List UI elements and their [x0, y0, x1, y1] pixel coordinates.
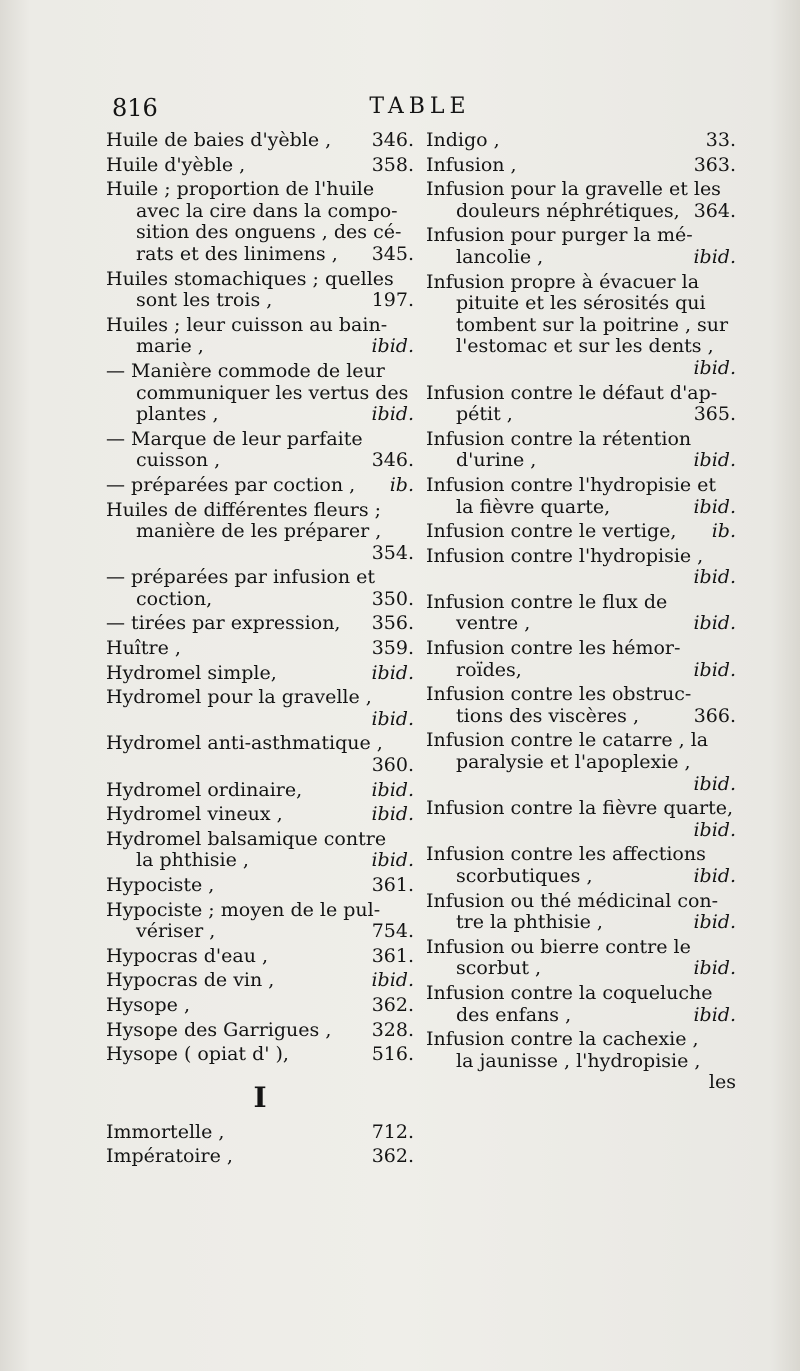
entry-text: Hydromel ordinaire,: [106, 778, 303, 801]
entry-text: Hypocras d'eau ,: [106, 944, 269, 967]
entry-text: Infusion contre la coqueluche: [426, 981, 713, 1004]
index-entry: [106, 567, 414, 610]
entry-line: [426, 706, 736, 728]
page-number: 816: [112, 94, 158, 122]
section-letter: I: [253, 1080, 267, 1114]
entry-text: Hydromel vineux ,: [106, 803, 283, 826]
entry-line: [106, 1044, 414, 1066]
entry-line: [106, 336, 414, 358]
entry-line: [426, 1072, 736, 1094]
entry-text: Infusion contre l'hydropisie et: [426, 473, 717, 496]
index-entry: [106, 900, 414, 943]
page-reference: 360.: [371, 754, 414, 777]
page-reference: ibid.: [693, 245, 736, 268]
index-entry: [106, 315, 414, 358]
entry-text: tions des viscères ,: [456, 704, 639, 727]
entry-line: [426, 866, 736, 888]
entry-text: sont les trois ,: [136, 289, 273, 312]
entry-text: Huile de baies d'yèble ,: [106, 129, 332, 151]
page-reference: les: [708, 1071, 736, 1094]
entry-text: sition des onguens , des cé-: [136, 221, 402, 244]
page-reference: ibid.: [371, 403, 414, 426]
entry-line: [426, 315, 736, 337]
entry-text: des enfans ,: [456, 1003, 572, 1026]
entry-text: Huiles ; leur cuisson au bain-: [106, 313, 388, 336]
page-reference: 345.: [371, 242, 414, 265]
entry-line: [106, 429, 414, 451]
index-entry: [106, 995, 414, 1017]
page-reference: ibid.: [693, 658, 736, 681]
index-entry: [106, 1146, 414, 1168]
entry-line: [426, 225, 736, 247]
index-entry: [106, 733, 414, 776]
index-entry: [426, 638, 736, 681]
index-entry: [426, 1029, 736, 1094]
entry-line: [426, 958, 736, 980]
entry-text: d'urine ,: [456, 449, 537, 472]
entry-text: Hypociste ; moyen de le pul-: [106, 898, 381, 921]
entry-line: [426, 383, 736, 405]
entry-line: [426, 450, 736, 472]
entry-text: douleurs néphrétiques,: [456, 199, 680, 222]
index-entry: [106, 829, 414, 872]
index-entry: [426, 225, 736, 268]
entry-text: vériser ,: [136, 920, 216, 943]
entry-text: Hypocras de vin ,: [106, 969, 275, 992]
index-entry: [106, 638, 414, 660]
entry-line: [106, 222, 414, 244]
index-entry: [106, 179, 414, 265]
entry-text: Infusion contre le catarre , la: [426, 729, 709, 752]
entry-line: [106, 804, 414, 826]
index-entry: [106, 475, 414, 497]
page-reference: ibid.: [371, 778, 414, 801]
entry-text: Infusion contre la cachexie ,: [426, 1028, 699, 1051]
entry-text: Hysope des Garrigues ,: [106, 1018, 332, 1041]
entry-text: Huiles de différentes fleurs ;: [106, 498, 382, 521]
entry-line: [106, 829, 414, 851]
entry-text: coction,: [136, 587, 213, 610]
entry-line: [426, 358, 736, 380]
entry-line: [106, 900, 414, 922]
entry-text: Infusion contre les affections: [426, 843, 706, 866]
entry-text: Infusion contre la rétention: [426, 427, 692, 450]
entry-text: Indigo ,: [426, 129, 500, 151]
entry-line: [106, 315, 414, 337]
entry-text: Hysope ,: [106, 993, 190, 1016]
entry-line: [426, 475, 736, 497]
entry-line: [426, 429, 736, 451]
index-entry: [106, 687, 414, 730]
entry-line: [106, 875, 414, 897]
entry-text: Infusion ,: [426, 153, 517, 176]
page-reference: ibid.: [693, 449, 736, 472]
entry-text: Hydromel balsamique contre: [106, 827, 387, 850]
entry-text: Hydromel pour la gravelle ,: [106, 686, 372, 709]
entry-text: Huile ; proportion de l'huile: [106, 178, 375, 201]
entry-text: scorbut ,: [456, 957, 542, 980]
entry-line: [426, 820, 736, 842]
index-entry: [426, 684, 736, 727]
index-entry: [426, 844, 736, 887]
page-reference: ibid.: [693, 612, 736, 635]
index-entry: [106, 780, 414, 802]
entry-line: [106, 567, 414, 589]
entry-line: [426, 798, 736, 820]
entry-line: [106, 155, 414, 177]
entry-line: [426, 912, 736, 934]
page-reference: 712.: [371, 1120, 414, 1143]
index-entry: [106, 130, 414, 152]
index-entry: [426, 891, 736, 934]
index-entry: [426, 592, 736, 635]
entry-line: [106, 404, 414, 426]
index-entry: [106, 613, 414, 635]
index-entry: [106, 1044, 414, 1066]
page-reference: ibid.: [693, 865, 736, 887]
entry-line: [106, 475, 414, 497]
entry-text: — préparées par coction ,: [106, 473, 356, 496]
page-reference: ibid.: [693, 1003, 736, 1026]
entry-line: [106, 500, 414, 522]
entry-line: [426, 272, 736, 294]
entry-line: [426, 1051, 736, 1073]
entry-line: [106, 613, 414, 635]
entry-text: roïdes,: [456, 658, 522, 681]
page-reference: ibid.: [371, 969, 414, 992]
entry-text: Infusion pour la gravelle et les: [426, 178, 721, 201]
entry-text: Hypociste ,: [106, 874, 215, 896]
entry-line: [426, 293, 736, 315]
entry-line: [426, 201, 736, 223]
entry-line: [426, 336, 736, 358]
index-entry: [106, 361, 414, 426]
page-reference: 361.: [371, 874, 414, 896]
index-entry: [106, 1122, 414, 1144]
index-entry: [426, 983, 736, 1026]
entry-text: pituite et les sérosités qui: [456, 292, 706, 315]
page-reference: 356.: [371, 612, 414, 635]
page-reference: ib.: [711, 520, 736, 543]
entry-text: tre la phthisie ,: [456, 911, 603, 934]
entry-text: — Marque de leur parfaite: [106, 427, 363, 450]
entry-text: Immortelle ,: [106, 1120, 225, 1143]
entry-text: Infusion ou bierre contre le: [426, 935, 691, 958]
entry-text: Infusion contre le vertige,: [426, 520, 677, 543]
entry-line: [426, 567, 736, 589]
page-reference: 362.: [371, 993, 414, 1016]
entry-line: [106, 970, 414, 992]
index-entry: [106, 429, 414, 472]
index-column-right: [426, 130, 736, 1097]
page-reference: 346.: [371, 129, 414, 151]
entry-line: [106, 663, 414, 685]
index-entry: [106, 500, 414, 565]
page-reference: 346.: [371, 449, 414, 472]
page-reference: ib.: [389, 473, 414, 496]
entry-line: [426, 155, 736, 177]
index-entry: [106, 946, 414, 968]
entry-line: [426, 130, 736, 152]
entry-line: [426, 247, 736, 269]
page-reference: ibid.: [371, 661, 414, 684]
entry-text: la jaunisse , l'hydropisie ,: [456, 1049, 701, 1072]
page-reference: ibid.: [693, 356, 736, 379]
index-entry: [106, 663, 414, 685]
index-entry: [426, 937, 736, 980]
page-reference: 197.: [371, 289, 414, 312]
entry-text: Infusion contre la fièvre quarte,: [426, 797, 734, 820]
index-entry: [106, 155, 414, 177]
entry-text: Huître ,: [106, 637, 181, 660]
index-entry: [426, 475, 736, 518]
entry-line: [106, 780, 414, 802]
entry-line: [426, 1029, 736, 1051]
entry-line: [106, 130, 414, 152]
entry-line: [106, 361, 414, 383]
index-entry: [426, 730, 736, 795]
page-reference: 363.: [693, 153, 736, 176]
page-reference: ibid.: [693, 772, 736, 795]
index-entry: [106, 875, 414, 897]
page-reference: 358.: [371, 153, 414, 176]
entry-line: [426, 891, 736, 913]
entry-line: [426, 546, 736, 568]
entry-line: [106, 921, 414, 943]
index-entry: [426, 179, 736, 222]
page-reference: 361.: [371, 944, 414, 967]
entry-line: [106, 995, 414, 1017]
entry-line: [106, 709, 414, 731]
entry-line: [426, 684, 736, 706]
entry-line: [106, 521, 414, 543]
entry-text: — Manière commode de leur: [106, 359, 385, 382]
entry-line: [426, 638, 736, 660]
page-reference: ibid.: [693, 495, 736, 518]
entry-text: pétit ,: [456, 403, 513, 426]
entry-text: Infusion contre le défaut d'ap-: [426, 381, 718, 404]
index-entry: [426, 155, 736, 177]
entry-text: la fièvre quarte,: [456, 495, 611, 518]
index-entry: [106, 970, 414, 992]
index-entry: [106, 269, 414, 312]
entry-line: [426, 592, 736, 614]
entry-line: [426, 844, 736, 866]
page-reference: 362.: [371, 1145, 414, 1168]
entry-line: [426, 774, 736, 796]
index-entry: [106, 804, 414, 826]
page-reference: ibid.: [693, 957, 736, 980]
page-reference: 328.: [371, 1018, 414, 1041]
entry-text: la phthisie ,: [136, 849, 249, 872]
index-entry: [426, 429, 736, 472]
entry-line: [106, 1146, 414, 1168]
entry-line: [106, 290, 414, 312]
entry-text: communiquer les vertus des: [136, 381, 409, 404]
entry-line: [426, 660, 736, 682]
page-header: [112, 94, 728, 128]
entry-text: Infusion propre à évacuer la: [426, 270, 700, 293]
entry-text: Impératoire ,: [106, 1145, 233, 1168]
index-entry: [426, 546, 736, 589]
page-reference: ibid.: [693, 911, 736, 934]
entry-line: [106, 850, 414, 872]
entry-line: [106, 638, 414, 660]
index-entry: [426, 272, 736, 380]
entry-text: — tirées par expression,: [106, 612, 341, 635]
entry-text: paralysie et l'apoplexie ,: [456, 751, 691, 774]
index-entry: [426, 798, 736, 841]
entry-text: scorbutiques ,: [456, 865, 593, 887]
entry-line: [426, 752, 736, 774]
entry-text: plantes ,: [136, 403, 219, 426]
entry-text: Infusion contre les hémor-: [426, 637, 681, 660]
entry-line: [106, 244, 414, 266]
page-reference: ibid.: [371, 849, 414, 872]
entry-line: [426, 937, 736, 959]
page-reference: ibid.: [693, 818, 736, 841]
index-entry: [426, 521, 736, 543]
page-reference: 754.: [371, 920, 414, 943]
index-entry: [426, 130, 736, 152]
entry-line: [106, 1020, 414, 1042]
entry-line: [426, 497, 736, 519]
entry-text: l'estomac et sur les dents ,: [456, 335, 714, 358]
entry-text: Infusion pour purger la mé-: [426, 224, 693, 247]
entry-line: [426, 404, 736, 426]
entry-text: — préparées par infusion et: [106, 566, 375, 589]
page-reference: ibid.: [371, 707, 414, 730]
entry-line: [426, 179, 736, 201]
entry-line: [106, 201, 414, 223]
page-reference: 354.: [371, 541, 414, 564]
page-reference: 33.: [705, 129, 736, 151]
entry-text: avec la cire dans la compo-: [136, 199, 398, 222]
entry-line: [426, 521, 736, 543]
entry-text: Infusion contre l'hydropisie ,: [426, 544, 704, 567]
entry-line: [106, 946, 414, 968]
page-reference: 516.: [371, 1043, 414, 1066]
entry-text: ventre ,: [456, 612, 531, 635]
page-reference: ibid.: [371, 803, 414, 826]
entry-line: [106, 1122, 414, 1144]
entry-text: Huiles stomachiques ; quelles: [106, 267, 394, 290]
entry-text: Huile d'yèble ,: [106, 153, 246, 176]
running-title: TABLE: [369, 94, 471, 119]
entry-line: [106, 269, 414, 291]
index-entry: [106, 1020, 414, 1042]
page-reference: ibid.: [371, 335, 414, 358]
entry-line: [106, 179, 414, 201]
entry-text: Hydromel anti-asthmatique ,: [106, 732, 383, 755]
entry-text: manière de les préparer ,: [136, 520, 382, 543]
entry-line: [426, 983, 736, 1005]
entry-text: cuisson ,: [136, 449, 221, 472]
entry-text: rats et des linimens ,: [136, 242, 338, 265]
entry-line: [106, 383, 414, 405]
entry-text: Infusion ou thé médicinal con-: [426, 889, 719, 912]
entry-line: [106, 755, 414, 777]
entry-line: [426, 1005, 736, 1027]
index-column-left: [106, 130, 414, 1171]
entry-text: tombent sur la poitrine , sur: [456, 313, 729, 336]
entry-text: Hydromel simple,: [106, 661, 277, 684]
entry-line: [106, 733, 414, 755]
entry-line: [106, 589, 414, 611]
entry-text: marie ,: [136, 335, 204, 358]
entry-text: Hysope ( opiat d' ),: [106, 1043, 289, 1066]
page-reference: 359.: [371, 637, 414, 660]
page-reference: 365.: [693, 403, 736, 426]
index-entry: [426, 383, 736, 426]
entry-text: Infusion contre le flux de: [426, 590, 668, 613]
entry-line: [106, 687, 414, 709]
entry-line: [106, 450, 414, 472]
page-reference: 366.: [693, 704, 736, 727]
page-reference: 364.: [693, 199, 736, 222]
page-reference: ibid.: [693, 566, 736, 589]
page-reference: 350.: [371, 587, 414, 610]
entry-text: lancolie ,: [456, 245, 544, 268]
entry-line: [426, 730, 736, 752]
entry-text: Infusion contre les obstruc-: [426, 683, 692, 706]
entry-line: [426, 613, 736, 635]
entry-line: [106, 543, 414, 565]
